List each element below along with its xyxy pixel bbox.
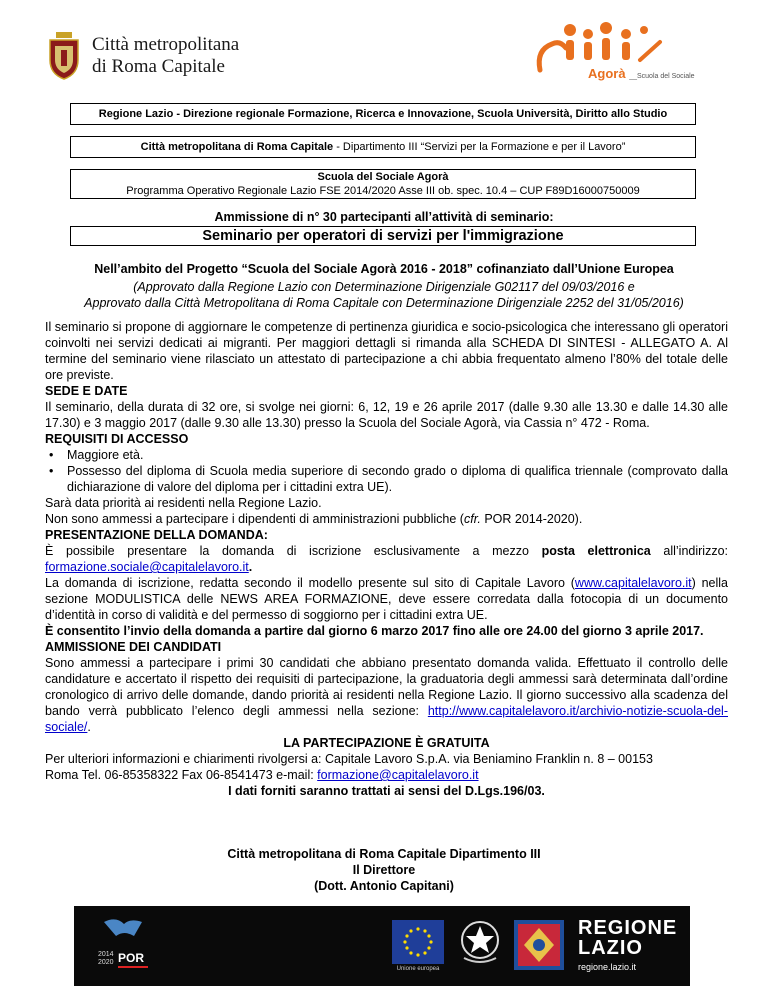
citta-metropolitana-box [70, 136, 696, 158]
signature-line-2: Il Direttore [352, 863, 416, 877]
form-text-b: ) nella sezione MODULISTICA delle NEWS AREA FORMAZIONE, deve essere corredata dalla fotocopia di un documento d’identità in corso di validità e del permesso di soggiorno per i cittadini extra UE. [45, 576, 729, 622]
website-link[interactable]: www.capitalelavoro.it [574, 576, 692, 590]
body-text [45, 319, 728, 799]
regione-word: REGIONE [578, 917, 678, 939]
logo-text-line1: Città metropolitana [92, 34, 240, 55]
ammissione-paragraph [45, 655, 728, 735]
priority-line: Sarà data priorità ai residenti nella Regione Lazio. [45, 496, 322, 510]
presentazione-heading: PRESENTAZIONE DELLA DOMANDA: [45, 528, 268, 542]
approval-lines [0, 279, 768, 311]
list-item [45, 463, 728, 495]
dipartimento-text: - Dipartimento III “Servizi per la Formazione e per il Lavoro” [333, 141, 626, 153]
coat-of-arms-icon [46, 32, 82, 80]
pres-text-a: È possibile presentare la domanda di iscrizione esclusivamente a mezzo [45, 544, 542, 558]
list-item-text: Maggiore età. [67, 448, 144, 462]
approval-line-2: Approvato dalla Città Metropolitana di Roma Capitale con Determinazione Dirigenziale 2252 del 31/05/2016) [84, 296, 684, 310]
email-link[interactable]: formazione.sociale@capitalelavoro.it [45, 560, 249, 574]
bullet-icon: • [49, 464, 54, 478]
italian-republic-emblem-icon [458, 918, 502, 966]
regione-lazio-text [578, 918, 677, 958]
info-line-2 [45, 767, 728, 783]
presentazione-paragraph [45, 543, 728, 575]
agora-logo-text: Agorà [588, 66, 626, 81]
signature-line-3: (Dott. Antonio Capitani) [314, 879, 454, 893]
por-fse-logo-icon [94, 916, 154, 978]
lazio-word: LAZIO [578, 937, 643, 959]
modulo-paragraph [45, 575, 728, 623]
deadline-paragraph: È consentito l’invio della domanda a partire dal giorno 6 marzo 2017 fino alle ore 24.00 del giorno 3 aprile 2017. [45, 624, 704, 638]
amm-text: Sono ammessi a partecipare i primi 30 candidati che abbiano presentato domanda valida. Effettuato il controllo delle candidature e accertato il rispetto dei requisiti di partecipazione, la graduatoria degli ammessi sarà determinata dall’ordine cronologico di arrivo delle domande, dando priorità ai residenti nella Regione Lazio. Il giorno successivo alla scadenza del bando verrà pubblicato l’elenco degli ammessi nella sezione: [45, 656, 728, 718]
regione-lazio-box [70, 103, 696, 125]
agora-logo-subtext: Scuola del Sociale [636, 73, 695, 80]
agora-logo: Agorà __Scuola del Sociale [530, 20, 690, 90]
bullet-icon: • [49, 448, 54, 462]
intro-paragraph: Il seminario si propone di aggiornare le competenze di pertinenza giuridica e socio-psicologica che interessano gli operatori coinvolti nei servizi dedicati ai migranti. Per maggiori dettagli si rimanda alla SCHEDA DI SINTESI - ALLEGATO A. Al termine del seminario viene rilasciato un attestato di partecipazione a chi abbia frequentato almeno l’80% del totale delle ore previste. [45, 320, 728, 382]
cfr-text: cfr. [463, 512, 481, 526]
seminar-title: Seminario per operatori di servizi per l'immigrazione [70, 226, 696, 246]
info-text: Roma Tel. 06-85358322 Fax 06-8541473 e-mail: [45, 768, 318, 782]
svg-text:2020: 2020 [98, 959, 114, 966]
regione-lazio-url: regione.lazio.it [578, 962, 637, 972]
programma-text: Programma Operativo Regionale Lazio FSE 2014/2020 Asse III ob. spec. 10.4 – CUP F89D16000750009 [126, 185, 640, 197]
pres-dot: . [248, 560, 253, 574]
svg-text:2014: 2014 [98, 951, 114, 958]
privacy-line: I dati forniti saranno trattati ai sensi del D.Lgs.196/03. [228, 784, 545, 798]
signature-block [0, 846, 768, 894]
eu-label: Unione europea [396, 966, 440, 972]
citta-metropolitana-bold: Città metropolitana di Roma Capitale [140, 141, 334, 153]
not-admitted-text-a: Non sono ammessi a partecipare i dipendenti di amministrazioni pubbliche ( [45, 512, 464, 526]
footer-logos [74, 906, 690, 986]
project-line: Nell’ambito del Progetto “Scuola del Sociale Agorà 2016 - 2018” cofinanziato dall’Unione Europea [94, 262, 674, 276]
eu-flag-icon [392, 920, 444, 964]
not-admitted-text-b: POR 2014-2020). [480, 512, 583, 526]
sede-heading: SEDE E DATE [45, 384, 128, 398]
scuola-box [70, 169, 696, 199]
list-item-text: Possesso del diploma di Scuola media superiore di secondo grado o diploma di qualifica triennale (comprovato dalla dichiarazione di valore del diploma per i cittadini extra UE). [67, 464, 728, 494]
por-text: POR [118, 951, 145, 965]
regione-lazio-text: Regione Lazio - Direzione regionale Formazione, Ricerca e Innovazione, Scuola Università, Diritto allo Studio [98, 108, 668, 120]
admission-heading: Ammissione di n° 30 partecipanti all’attività di seminario: [214, 210, 554, 224]
pres-text-b: all’indirizzo: [650, 544, 728, 558]
info-line-1: Per ulteriori informazioni e chiarimenti rivolgersi a: Capitale Lavoro S.p.A. via Beniamino Franklin n. 8 – 00153 [45, 752, 653, 766]
amm-dot: . [87, 720, 91, 734]
lazio-emblem-icon [510, 916, 568, 974]
scuola-title: Scuola del Sociale Agorà [317, 171, 449, 183]
free-participation: LA PARTECIPAZIONE È GRATUITA [283, 736, 490, 750]
ammissione-heading: AMMISSIONE DEI CANDIDATI [45, 640, 222, 654]
citta-metropolitana-logo [42, 26, 242, 88]
requisiti-heading: REQUISITI DI ACCESSO [45, 432, 189, 446]
form-text-a: La domanda di iscrizione, redatta secondo il modello presente sul sito di Capitale Lavoro ( [45, 576, 575, 590]
list-item [45, 447, 728, 463]
signature-line-1: Città metropolitana di Roma Capitale Dipartimento III [227, 847, 541, 861]
logo-text-line2: di Roma Capitale [92, 56, 225, 77]
pres-bold: posta elettronica [541, 544, 651, 558]
sede-paragraph: Il seminario, della durata di 32 ore, si svolge nei giorni: 6, 12, 19 e 26 aprile 2017 (dalle 9.30 alle 13.30 e dalle 14.30 alle 17.30) e 3 maggio 2017 (dalle 9.30 alle 13.30) presso la Scuola del Sociale Agorà, via Cassia n° 472 - Roma. [45, 400, 728, 430]
approval-line-1: (Approvato dalla Regione Lazio con Determinazione Dirigenziale G02117 del 09/03/2016 e [133, 280, 635, 294]
not-admitted-line [45, 511, 728, 527]
info-email-link[interactable]: formazione@capitalelavoro.it [317, 768, 479, 782]
archive-link[interactable]: http://www.capitalelavoro.it/archivio-notizie-scuola-del-sociale/ [45, 704, 728, 734]
